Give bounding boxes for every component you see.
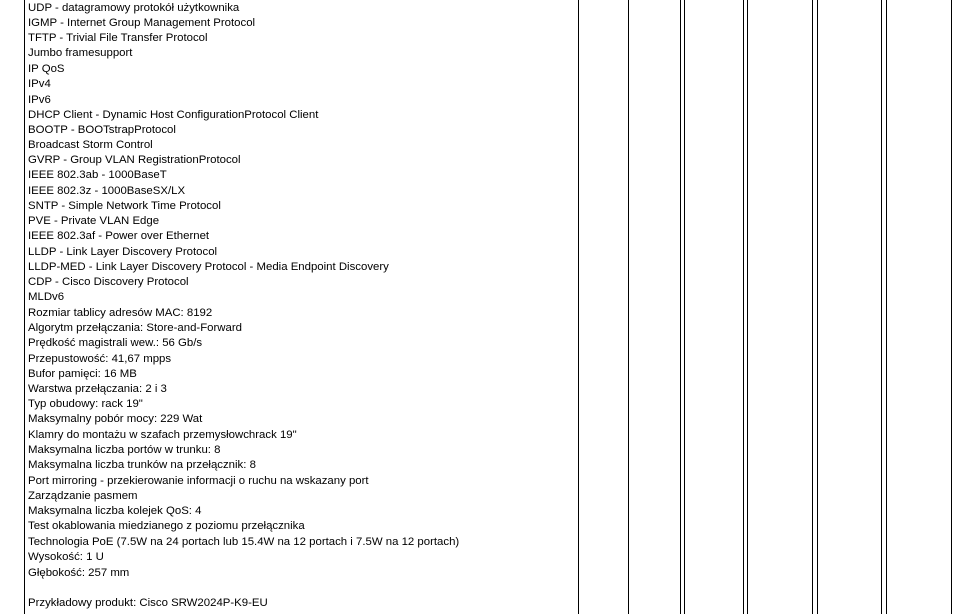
table-column-divider: [628, 0, 629, 614]
table-column-divider: [812, 0, 813, 614]
table-column-divider: [684, 0, 685, 614]
list-item: GVRP - Group VLAN RegistrationProtocol: [28, 154, 241, 166]
list-item: IPv6: [28, 94, 51, 106]
list-item: Klamry do montażu w szafach przemysłowchrack 19": [28, 429, 297, 441]
table-border-right: [951, 0, 952, 614]
list-item: Głębokość: 257 mm: [28, 567, 130, 579]
list-item: IP QoS: [28, 63, 65, 75]
list-item: IGMP - Internet Group Management Protocol: [28, 17, 256, 29]
list-item: Maksymalna liczba kolejek QoS: 4: [28, 505, 202, 517]
table-column-divider: [743, 0, 744, 614]
table-column-divider: [881, 0, 882, 614]
list-item: DHCP Client - Dynamic Host ConfigurationProtocol Client: [28, 109, 319, 121]
list-item: Maksymalna liczba trunków na przełącznik: 8: [28, 459, 256, 471]
list-item: Zarządzanie pasmem: [28, 490, 138, 502]
list-item: TFTP - Trivial File Transfer Protocol: [28, 32, 208, 44]
list-item: Test okablowania miedzianego z poziomu przełącznika: [28, 520, 305, 532]
list-item: IEEE 802.3z - 1000BaseSX/LX: [28, 185, 186, 197]
list-item: Jumbo framesupport: [28, 47, 133, 59]
table-column-divider: [578, 0, 579, 614]
list-item: SNTP - Simple Network Time Protocol: [28, 200, 221, 212]
list-item: Technologia PoE (7.5W na 24 portach lub 15.4W na 12 portach i 7.5W na 12 portach): [28, 536, 460, 548]
list-item: LLDP-MED - Link Layer Discovery Protocol - Media Endpoint Discovery: [28, 261, 389, 273]
list-item: IEEE 802.3ab - 1000BaseT: [28, 169, 167, 181]
table-column-divider: [817, 0, 818, 614]
list-item: Warstwa przełączania: 2 i 3: [28, 383, 167, 395]
list-item: Prędkość magistrali wew.: 56 Gb/s: [28, 337, 203, 349]
list-item: Port mirroring - przekierowanie informacji o ruchu na wskazany port: [28, 475, 369, 487]
list-item: Wysokość: 1 U: [28, 551, 104, 563]
list-item: Maksymalny pobór mocy: 229 Wat: [28, 413, 203, 425]
table-border-left: [24, 0, 25, 614]
list-item: Przepustowość: 41,67 mpps: [28, 353, 172, 365]
list-item: LLDP - Link Layer Discovery Protocol: [28, 246, 218, 258]
list-item: IPv4: [28, 78, 51, 90]
table-column-divider: [680, 0, 681, 614]
list-item: BOOTP - BOOTstrapProtocol: [28, 124, 176, 136]
list-item: PVE - Private VLAN Edge: [28, 215, 160, 227]
list-item: Algorytm przełączania: Store-and-Forward: [28, 322, 242, 334]
example-product-line: Przykładowy produkt: Cisco SRW2024P-K9-EU: [28, 597, 268, 609]
table-column-divider: [886, 0, 887, 614]
list-item: CDP - Cisco Discovery Protocol: [28, 276, 189, 288]
list-item: MLDv6: [28, 291, 65, 303]
list-item: UDP - datagramowy protokół użytkownika: [28, 2, 240, 14]
list-item: IEEE 802.3af - Power over Ethernet: [28, 230, 210, 242]
list-item: Maksymalna liczba portów w trunku: 8: [28, 444, 221, 456]
list-item: Broadcast Storm Control: [28, 139, 153, 151]
list-item: Rozmiar tablicy adresów MAC: 8192: [28, 307, 213, 319]
list-item: Bufor pamięci: 16 MB: [28, 368, 137, 380]
list-item: Typ obudowy: rack 19": [28, 398, 143, 410]
table-column-divider: [747, 0, 748, 614]
